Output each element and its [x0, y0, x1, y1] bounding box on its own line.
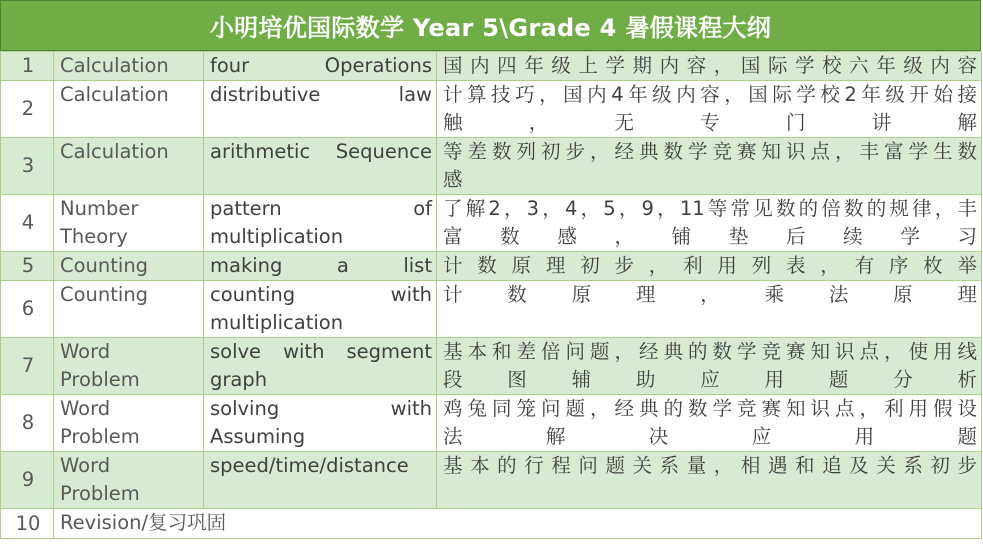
- subtopic-cell: [204, 281, 437, 338]
- cell-line: Word: [60, 397, 111, 420]
- cell-line: arithmetic Sequence: [210, 140, 432, 163]
- subtopic-cell: [204, 52, 437, 81]
- cell-line: Calculation: [60, 83, 169, 106]
- row-number: 6: [1, 281, 54, 338]
- cell-line: Problem: [60, 425, 140, 448]
- cell-line: 等差数列初步，经典数学竞赛知识点，丰富学生数: [443, 140, 977, 163]
- subtopic-cell: [204, 81, 437, 138]
- subtopic-cell: [204, 195, 437, 252]
- cell-line: 富数感，铺垫后续学习: [443, 225, 977, 248]
- cell-line: Counting: [60, 254, 149, 277]
- description-cell: [437, 138, 982, 195]
- cell-line: Word: [60, 340, 111, 363]
- cell-line: 基本的行程问题关系量，相遇和追及关系初步: [443, 454, 977, 477]
- topic-cell: [54, 138, 204, 195]
- page-title: 小明培优国际数学 Year 5\Grade 4 暑假课程大纲: [209, 14, 772, 42]
- cell-line: Assuming: [210, 425, 306, 448]
- cell-line: Number: [60, 197, 139, 220]
- cell-line: 国内四年级上学期内容，国际学校六年级内容: [443, 54, 977, 77]
- topic-cell: [54, 195, 204, 252]
- title-bar: [0, 0, 981, 51]
- description-cell: [437, 338, 982, 395]
- table-row: [1, 395, 982, 452]
- cell-line: Counting: [60, 283, 149, 306]
- cell-line: multiplication: [210, 311, 344, 334]
- subtopic-cell: [204, 395, 437, 452]
- row-number: 9: [1, 452, 54, 509]
- description-cell: [437, 52, 982, 81]
- description-cell: [437, 81, 982, 138]
- row-number: 2: [1, 81, 54, 138]
- table-row: [1, 81, 982, 138]
- revision-cell: Revision/复习巩固: [54, 509, 982, 539]
- cell-line: 计算技巧，国内4年级内容，国际学校2年级开始接: [443, 83, 977, 106]
- row-number: 5: [1, 252, 54, 281]
- subtopic-cell: [204, 452, 437, 509]
- cell-line: solve with segment: [210, 340, 432, 363]
- row-number: 8: [1, 395, 54, 452]
- table-row: [1, 452, 982, 509]
- description-cell: [437, 252, 982, 281]
- cell-line: 计数原理，乘法原理: [443, 283, 977, 306]
- description-cell: [437, 281, 982, 338]
- cell-line: counting with: [210, 283, 432, 306]
- cell-line: pattern of: [210, 197, 432, 220]
- description-cell: [437, 452, 982, 509]
- cell-line: 了解2，3，4，5，9，11等常见数的倍数的规律，丰: [443, 197, 977, 220]
- subtopic-cell: [204, 252, 437, 281]
- row-number: 4: [1, 195, 54, 252]
- row-number: 10: [1, 509, 54, 539]
- cell-line: 计数原理初步，利用列表，有序枚举: [443, 254, 977, 277]
- topic-cell: [54, 252, 204, 281]
- syllabus-table-body: [1, 52, 982, 539]
- subtopic-cell: [204, 338, 437, 395]
- cell-line: 鸡兔同笼问题，经典的数学竞赛知识点，利用假设: [443, 397, 977, 420]
- cell-line: 触，无专门讲解: [443, 111, 977, 134]
- cell-line: 感: [443, 168, 463, 191]
- topic-cell: [54, 281, 204, 338]
- table-row: [1, 252, 982, 281]
- topic-cell: [54, 338, 204, 395]
- cell-line: four Operations: [210, 54, 432, 77]
- cell-line: Word: [60, 454, 111, 477]
- cell-line: Theory: [60, 225, 128, 248]
- topic-cell: [54, 395, 204, 452]
- cell-line: solving with: [210, 397, 432, 420]
- table-row: [1, 338, 982, 395]
- cell-line: graph: [210, 368, 268, 391]
- row-number: 3: [1, 138, 54, 195]
- cell-line: 基本和差倍问题，经典的数学竞赛知识点，使用线: [443, 340, 977, 363]
- row-number: 1: [1, 52, 54, 81]
- table-row: [1, 52, 982, 81]
- table-row: [1, 509, 982, 539]
- table-row: [1, 138, 982, 195]
- cell-line: Problem: [60, 368, 140, 391]
- topic-cell: [54, 452, 204, 509]
- subtopic-cell: [204, 138, 437, 195]
- table-row: [1, 281, 982, 338]
- cell-line: Calculation: [60, 140, 169, 163]
- topic-cell: [54, 81, 204, 138]
- syllabus-table: [0, 51, 982, 539]
- cell-line: making a list: [210, 254, 432, 277]
- cell-line: multiplication: [210, 225, 344, 248]
- cell-line: distributive law: [210, 83, 432, 106]
- cell-line: 法解决应用题: [443, 425, 977, 448]
- cell-line: speed/time/distance: [210, 454, 409, 477]
- topic-cell: [54, 52, 204, 81]
- description-cell: [437, 395, 982, 452]
- cell-line: Calculation: [60, 54, 169, 77]
- cell-line: Problem: [60, 482, 140, 505]
- cell-line: 段图辅助应用题分析: [443, 368, 977, 391]
- table-row: [1, 195, 982, 252]
- description-cell: [437, 195, 982, 252]
- row-number: 7: [1, 338, 54, 395]
